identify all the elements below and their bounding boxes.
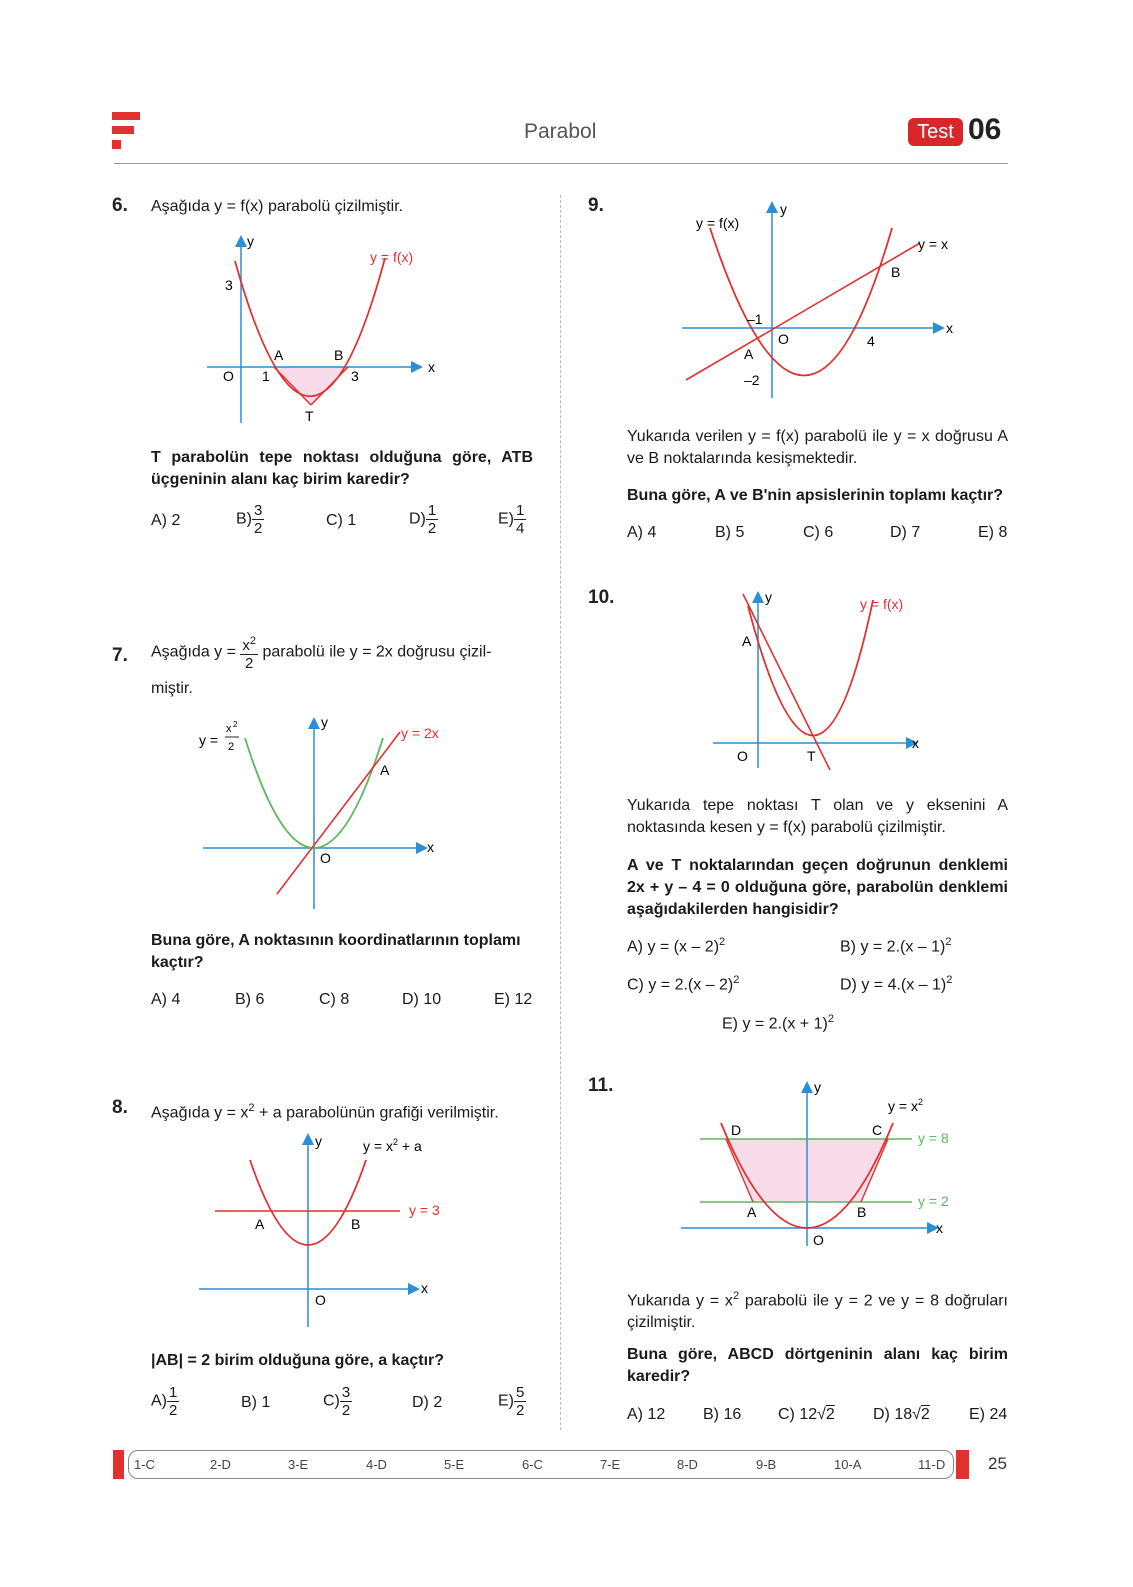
y-axis-label: y: [780, 201, 787, 217]
triangle-atb-shading: [274, 367, 348, 405]
question-9-text: Yukarıda verilen y = f(x) parabolü ile y = x doğrusu A ve B noktalarında kesişmektedir.: [627, 428, 1008, 467]
x-axis-label: x: [936, 1220, 943, 1236]
question-7-prompt: Buna göre, A noktasının koordinatlarının toplamı kaçtır?: [151, 932, 521, 971]
origin-label: O: [813, 1232, 824, 1248]
question-11-prompt: Buna göre, ABCD dörtgeninin alanı kaç birim karedir?: [627, 1346, 1008, 1385]
q6-option-e[interactable]: E) $\frac{1}{4}$: [498, 502, 525, 537]
question-10-prompt: A ve T noktalarından geçen doğrunun denklemi 2x + y – 4 = 0 olduğuna göre, parabolün denklemi aşağıdakilerden hangisidir?: [627, 857, 1008, 918]
origin-label: O: [223, 368, 234, 384]
curve-label: $y = x^2 + a$: [363, 1137, 422, 1154]
question-8-intro: Aşağıda $y = x^2 + a$ parabolünün grafiği verilmiştir.: [151, 1102, 499, 1122]
q6-option-b[interactable]: B) $\frac{3}{2}$: [236, 502, 263, 537]
point-a-label: A: [380, 762, 390, 778]
y-axis-label: y: [315, 1133, 322, 1149]
answer-3: 3-E: [288, 1457, 309, 1472]
question-10-graph: [705, 588, 965, 778]
line-label: y = x: [918, 236, 948, 252]
q11-option-d[interactable]: D) 18√2: [873, 1406, 930, 1423]
point-a-label: A: [744, 346, 754, 362]
parabola-label-denominator: 2: [228, 741, 235, 753]
origin-label: O: [737, 748, 748, 764]
answer-2: 2-D: [210, 1457, 231, 1472]
q11-option-b[interactable]: B) 16: [703, 1406, 742, 1423]
q10-option-e[interactable]: E) $y = 2.(x + 1)^2$: [722, 1013, 834, 1033]
question-8-number: 8.: [112, 1097, 128, 1118]
vertex-t-label: T: [807, 748, 816, 764]
q8-option-b[interactable]: B) 1: [241, 1394, 271, 1411]
line-y-x: [686, 243, 920, 380]
question-10-text: Yukarıda tepe noktası T olan ve y eksenini A noktasında kesen y = f(x) parabolü çizilmiştir.: [627, 797, 1008, 836]
question-6-graph: [195, 228, 455, 428]
q9-option-c[interactable]: C) 6: [803, 524, 834, 541]
question-7-intro: Aşağıda y = $\frac{x^2}{2}$ parabolü ile y = 2x doğrusu çizil-: [151, 635, 492, 672]
parabola-curve: [710, 228, 892, 376]
test-badge: Test: [908, 118, 963, 146]
q10-option-d[interactable]: D) y = 4.(x – 1)$^2$: [840, 974, 953, 994]
q9-option-e[interactable]: E) 8: [978, 524, 1008, 541]
question-9-prompt: Buna göre, A ve B'nin apsislerinin toplamı kaçtır?: [627, 487, 1004, 504]
q8-option-c[interactable]: C) $\frac{3}{2}$: [323, 1384, 351, 1419]
point-a-label: A: [274, 347, 284, 363]
q10-option-a[interactable]: A) y = (x – 2)$^2$: [627, 936, 726, 956]
parabola-curve: [748, 600, 873, 736]
x-axis-label: x: [428, 359, 435, 375]
question-7-intro-line2: miştir.: [151, 680, 193, 697]
question-8-graph: [195, 1130, 465, 1330]
vertex-t-label: T: [305, 408, 314, 424]
y-minus-2-label: –2: [744, 372, 760, 388]
point-b-label: B: [891, 264, 901, 280]
q7-option-e[interactable]: E) 12: [494, 991, 533, 1008]
q8-option-d[interactable]: D) 2: [412, 1394, 443, 1411]
question-6-prompt: T parabolün tepe noktası olduğuna göre, ATB üçgeninin alanı kaç birim karedir?: [151, 449, 533, 488]
line-label: y = 3: [409, 1202, 440, 1218]
line-y2-label: y = 2: [918, 1193, 949, 1209]
curve-label: y = f(x): [370, 249, 414, 265]
question-7-number: 7.: [112, 645, 128, 666]
q7-option-a[interactable]: A) 4: [151, 991, 181, 1008]
question-9-number: 9.: [588, 195, 604, 216]
page-number: 25: [988, 1454, 1007, 1473]
y-axis-label: y: [765, 589, 772, 605]
curve-label: $y = x^2$: [888, 1097, 923, 1114]
y-intercept-label: 3: [225, 277, 233, 293]
point-b-label: B: [351, 1216, 361, 1232]
answer-10: 10-A: [834, 1457, 862, 1472]
q7-option-c[interactable]: C) 8: [319, 991, 350, 1008]
y-axis-label: y: [321, 714, 328, 730]
origin-label: O: [315, 1292, 326, 1308]
parabola-label-numerator: x: [226, 723, 232, 735]
answer-bar-right-cap: [956, 1450, 969, 1479]
point-b-label: B: [857, 1204, 867, 1220]
point-b-label: B: [334, 347, 344, 363]
column-divider: [560, 195, 561, 1430]
line-label: y = 2x: [401, 725, 439, 741]
point-a-label: A: [255, 1216, 265, 1232]
header-divider: [114, 163, 1008, 164]
answer-11: 11-D: [918, 1457, 946, 1472]
answer-9: 9-B: [756, 1457, 777, 1472]
q7-option-b[interactable]: B) 6: [235, 991, 265, 1008]
q6-option-a[interactable]: A) 2: [151, 512, 181, 529]
x3-label: 3: [351, 368, 359, 384]
x-axis-label: x: [427, 839, 434, 855]
x-axis-label: x: [421, 1280, 428, 1296]
answer-4: 4-D: [366, 1457, 387, 1472]
publisher-logo: [112, 112, 142, 152]
parabola-label-prefix: y =: [199, 732, 219, 748]
point-a-label: A: [742, 633, 752, 649]
x-axis-label: x: [946, 320, 953, 336]
x4-label: 4: [867, 333, 875, 349]
question-6-intro: Aşağıda y = f(x) parabolü çizilmiştir.: [151, 198, 404, 215]
answer-1: 1-C: [134, 1457, 155, 1472]
page-title: Parabol: [524, 120, 597, 143]
y-axis-label: y: [814, 1079, 821, 1095]
origin-label: O: [320, 850, 331, 866]
y-axis-label: y: [247, 233, 254, 249]
point-a-label: A: [747, 1204, 757, 1220]
question-11-text: Yukarıda $y = x^2$ parabolü ile y = 2 ve y = 8 doğruları çizilmiştir.: [627, 1290, 1008, 1332]
q11-option-c[interactable]: C) 12√2: [778, 1406, 835, 1423]
question-7-graph: [195, 712, 455, 912]
q11-option-e[interactable]: E) 24: [969, 1406, 1008, 1423]
answer-bar-left-cap: [113, 1450, 124, 1479]
line-y-2x: [277, 732, 400, 894]
q10-option-c[interactable]: C) y = 2.(x – 2)$^2$: [627, 974, 740, 994]
question-9-graph: [672, 198, 972, 408]
q10-option-b[interactable]: B) y = 2.(x – 1)$^2$: [840, 936, 952, 956]
point-c-label: C: [872, 1122, 883, 1138]
question-8-prompt: |AB| = 2 birim olduğuna göre, a kaçtır?: [151, 1352, 445, 1369]
answer-5: 5-E: [444, 1457, 465, 1472]
curve-label: y = f(x): [860, 596, 904, 612]
test-number: 06: [968, 113, 1002, 146]
answer-8: 8-D: [677, 1457, 698, 1472]
q11-option-a[interactable]: A) 12: [627, 1406, 666, 1423]
q7-option-d[interactable]: D) 10: [402, 991, 442, 1008]
parabola-label-exponent: 2: [233, 720, 238, 729]
line-y8-label: y = 8: [918, 1130, 949, 1146]
q9-option-d[interactable]: D) 7: [890, 524, 921, 541]
q6-option-c[interactable]: C) 1: [326, 512, 357, 529]
q6-option-d[interactable]: D) $\frac{1}{2}$: [409, 502, 437, 537]
q8-option-a[interactable]: A) $\frac{1}{2}$: [151, 1384, 178, 1419]
answer-6: 6-C: [522, 1457, 543, 1472]
point-d-label: D: [731, 1122, 742, 1138]
answer-7: 7-E: [600, 1457, 621, 1472]
q9-option-b[interactable]: B) 5: [715, 524, 745, 541]
x1-label: 1: [262, 368, 270, 384]
question-11-number: 11.: [588, 1075, 614, 1096]
q8-option-e[interactable]: E) $\frac{5}{2}$: [498, 1384, 525, 1419]
x-minus-1-label: –1: [747, 311, 763, 327]
question-6-number: 6.: [112, 195, 128, 216]
q9-option-a[interactable]: A) 4: [627, 524, 657, 541]
question-10-number: 10.: [588, 587, 615, 608]
question-11-graph: [676, 1078, 976, 1250]
curve-label: y = f(x): [696, 215, 740, 231]
origin-label: O: [778, 331, 789, 347]
x-axis-label: x: [912, 735, 919, 751]
